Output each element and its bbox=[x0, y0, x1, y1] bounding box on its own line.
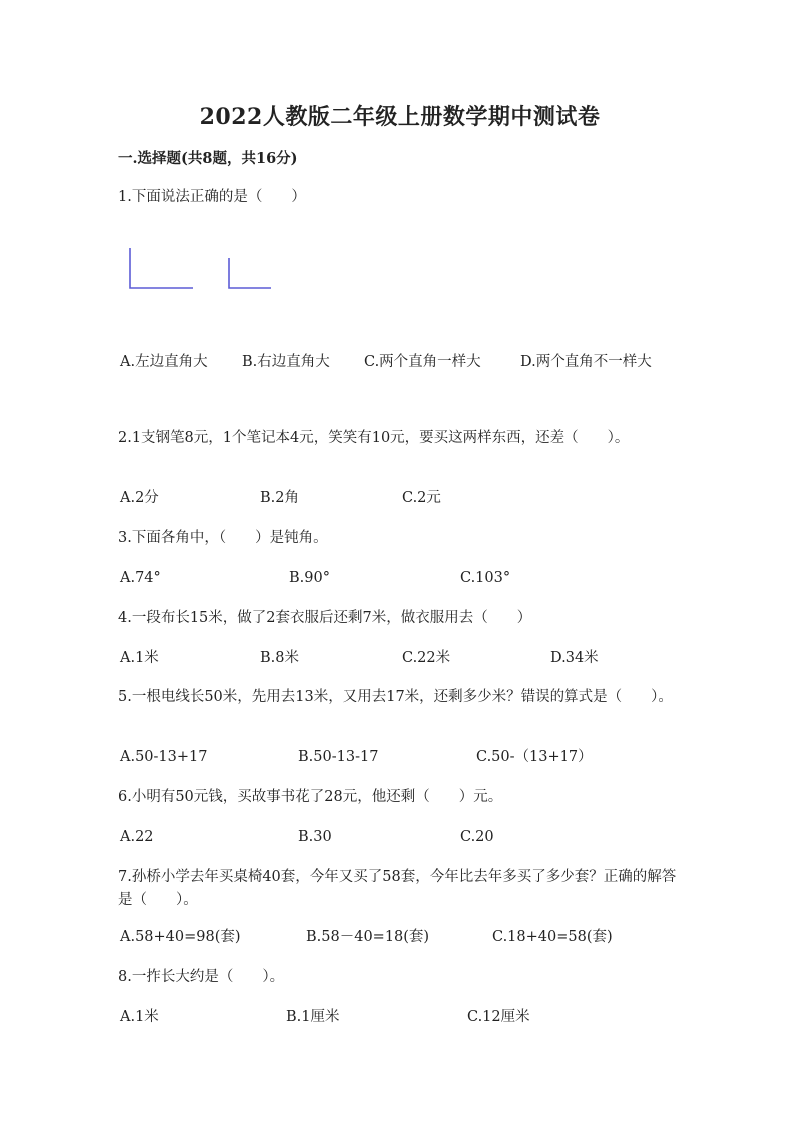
q7-option-a[interactable]: A.58+40=98(套) bbox=[120, 929, 241, 945]
q4-option-b[interactable]: B.8米 bbox=[260, 650, 299, 666]
q8-option-c[interactable]: C.12厘米 bbox=[467, 1009, 530, 1025]
q4-option-d[interactable]: D.34米 bbox=[550, 650, 599, 666]
q7-option-c[interactable]: C.18+40=58(套) bbox=[492, 929, 613, 945]
q5-option-b[interactable]: B.50-13-17 bbox=[298, 749, 379, 765]
q6-option-c[interactable]: C.20 bbox=[460, 829, 494, 845]
q3-option-c[interactable]: C.103° bbox=[460, 570, 511, 586]
question-1: 1.下面说法正确的是（ ） bbox=[118, 189, 306, 205]
question-5: 5.一根电线长50米，先用去13米，又用去17米，还剩多少米？错误的算式是（ ）。 bbox=[118, 689, 673, 705]
q2-option-c[interactable]: C.2元 bbox=[402, 490, 441, 506]
q1-option-c[interactable]: C.两个直角一样大 bbox=[364, 354, 481, 370]
q6-option-a[interactable]: A.22 bbox=[120, 829, 154, 845]
page-title: 2022人教版二年级上册数学期中测试卷 bbox=[199, 104, 601, 130]
q5-option-a[interactable]: A.50-13+17 bbox=[120, 749, 208, 765]
q5-option-c[interactable]: C.50-（13+17） bbox=[476, 749, 593, 765]
q1-option-b[interactable]: B.右边直角大 bbox=[242, 354, 330, 370]
q6-option-b[interactable]: B.30 bbox=[298, 829, 332, 845]
question-4: 4.一段布长15米，做了2套衣服后还剩7米，做衣服用去（ ） bbox=[118, 610, 532, 626]
question-7: 7.孙桥小学去年买桌椅40套，今年又买了58套，今年比去年多买了多少套？正确的解答是（ ）。 bbox=[118, 869, 677, 908]
q3-option-b[interactable]: B.90° bbox=[289, 570, 330, 586]
question-2: 2.1支钢笔8元，1个笔记本4元，笑笑有10元，要买这两样东西，还差（ ）。 bbox=[118, 430, 630, 446]
two-right-angles-icon bbox=[126, 246, 276, 294]
q1-option-d[interactable]: D.两个直角不一样大 bbox=[520, 354, 652, 370]
question-8: 8.一拃长大约是（ ）。 bbox=[118, 969, 285, 985]
right-right-angle bbox=[229, 258, 271, 288]
q2-option-a[interactable]: A.2分 bbox=[120, 490, 159, 506]
q2-option-b[interactable]: B.2角 bbox=[260, 490, 299, 506]
q4-option-c[interactable]: C.22米 bbox=[402, 650, 451, 666]
q7-option-b[interactable]: B.58－40=18(套) bbox=[306, 929, 430, 945]
left-right-angle bbox=[130, 248, 193, 288]
question-3: 3.下面各角中，（ ）是钝角。 bbox=[118, 530, 328, 546]
section-heading: 一.选择题(共8题，共16分) bbox=[118, 150, 298, 167]
q1-option-a[interactable]: A.左边直角大 bbox=[120, 354, 208, 370]
q4-option-a[interactable]: A.1米 bbox=[120, 650, 159, 666]
q3-option-a[interactable]: A.74° bbox=[120, 570, 161, 586]
q8-option-b[interactable]: B.1厘米 bbox=[286, 1009, 340, 1025]
q8-option-a[interactable]: A.1米 bbox=[120, 1009, 159, 1025]
question-6: 6.小明有50元钱，买故事书花了28元，他还剩（ ）元。 bbox=[118, 789, 503, 805]
